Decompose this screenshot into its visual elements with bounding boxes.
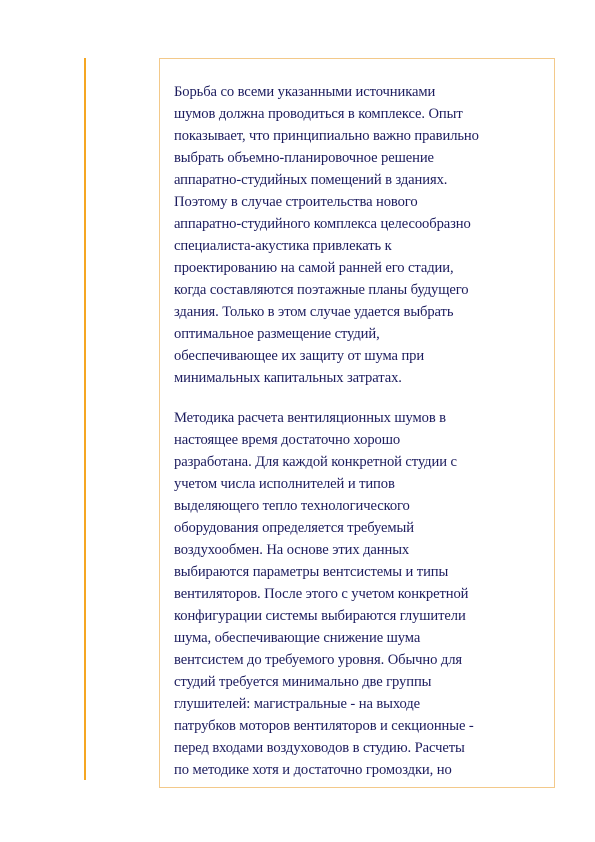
text-frame [159,58,555,788]
text-line: воздухообмен. На основе этих данных [174,542,410,558]
text-line: по методике хотя и достаточно громоздки, но [174,762,452,778]
text-line: вентсистем до требуемого уровня. Обычно для [174,652,462,668]
text-line: вентиляторов. После этого с учетом конкретной [174,586,469,602]
text-line: глушителей: магистральные - на выходе [174,696,420,712]
text-line: обеспечивающее их защиту от шума при [174,348,425,364]
text-line: проектированию на самой ранней его стадии, [174,260,454,276]
text-line: конфигурации системы выбираются глушители [174,608,466,624]
text-line: шумов должна проводиться в комплексе. Опыт [174,106,463,122]
text-line: Борьба со всеми указанными источниками [174,84,436,100]
text-line: выделяющего тепло технологического [174,498,410,514]
text-line: выбираются параметры вентсистемы и типы [174,564,449,580]
text-line: оптимальное размещение студий, [174,326,380,342]
text-line: учетом числа исполнителей и типов [174,476,395,492]
left-margin-rule [84,58,86,780]
text-line: патрубков моторов вентиляторов и секционные - [174,718,474,734]
text-line: аппаратно-студийного комплекса целесообразно [174,216,471,232]
text-line: студий требуется минимально две группы [174,674,432,690]
text-line: перед входами воздуховодов в студию. Расчеты [174,740,465,756]
paragraph-1 [174,81,554,389]
text-line: оборудования определяется требуемый [174,520,414,536]
text-line: разработана. Для каждой конкретной студии с [174,454,457,470]
text-line: шума, обеспечивающие снижение шума [174,630,421,646]
text-line: специалиста-акустика привлекать к [174,238,392,254]
text-line: Методика расчета вентиляционных шумов в [174,410,446,426]
text-line: аппаратно-студийных помещений в зданиях. [174,172,448,188]
text-line: Поэтому в случае строительства нового [174,194,418,210]
paragraph-2 [174,407,554,781]
text-line: выбрать объемно-планировочное решение [174,150,434,166]
text-line: минимальных капитальных затратах. [174,370,402,386]
text-line: здания. Только в этом случае удается выбрать [174,304,454,320]
text-line: показывает, что принципиально важно правильно [174,128,479,144]
text-line: настоящее время достаточно хорошо [174,432,401,448]
text-line: когда составляются поэтажные планы будущего [174,282,469,298]
